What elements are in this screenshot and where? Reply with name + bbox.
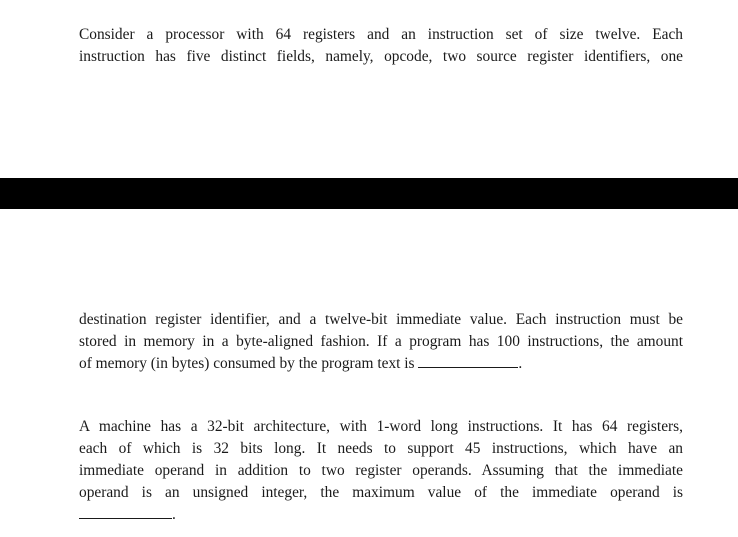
text-line: stored in memory in a byte-aligned fashion. If a program has 100 instructions, the amount [79, 333, 683, 350]
question-1-part-1 [79, 24, 683, 68]
answer-blank [418, 353, 518, 368]
period: . [518, 355, 523, 372]
question-2 [79, 416, 683, 526]
text-line: destination register identifier, and a twelve-bit immediate value. Each instruction must be [79, 311, 683, 328]
text-line: A machine has a 32-bit architecture, with 1-word long instructions. It has 64 registers, [79, 418, 683, 435]
text-line: of memory (in bytes) consumed by the program text is [79, 355, 415, 372]
redaction-bar [0, 178, 738, 209]
text-line: Consider a processor with 64 registers and an instruction set of size twelve. Each [79, 26, 683, 43]
answer-blank [79, 504, 172, 519]
text-line: instruction has five distinct fields, namely, opcode, two source register identifiers, one [79, 48, 683, 65]
text-line-with-blank [79, 504, 683, 526]
period: . [172, 506, 176, 523]
text-line-with-blank [79, 353, 683, 375]
text-line: operand is an unsigned integer, the maximum value of the immediate operand is [79, 484, 683, 501]
text-line: immediate operand in addition to two register operands. Assuming that the immediate [79, 462, 683, 479]
text-line: each of which is 32 bits long. It needs to support 45 instructions, which have an [79, 440, 683, 457]
question-1-part-2 [79, 309, 683, 375]
